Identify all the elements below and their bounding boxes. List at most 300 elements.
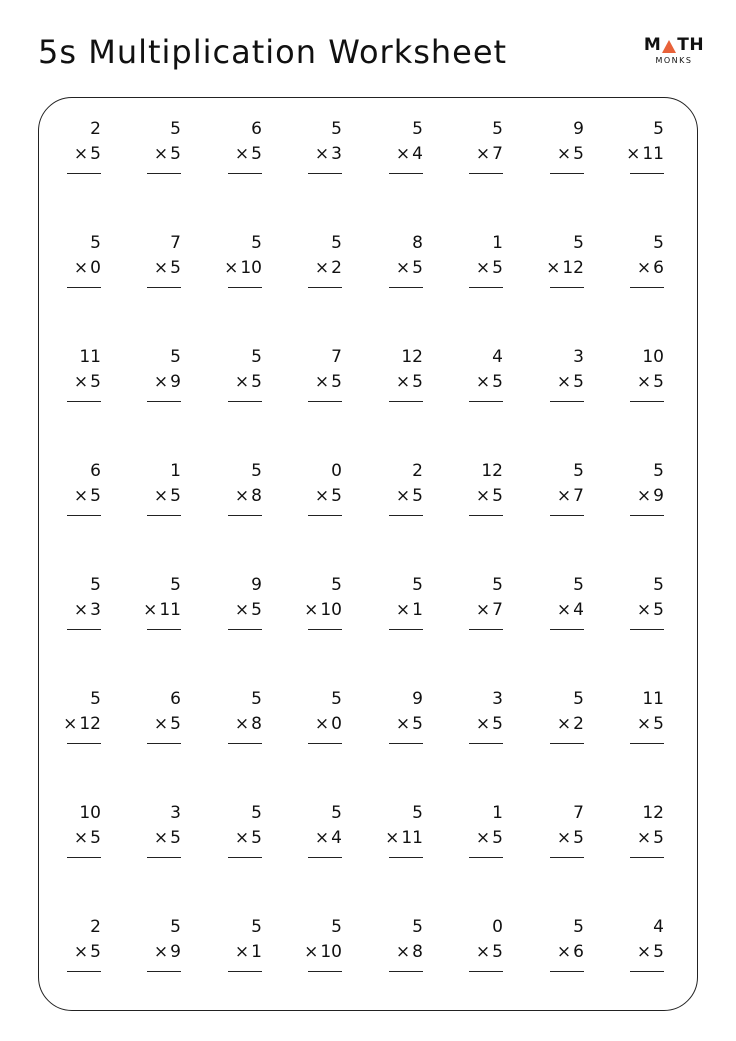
- multiplicand: 5: [251, 917, 262, 937]
- multiplier: 5: [492, 942, 503, 962]
- answer-line: [389, 515, 423, 516]
- multiplier: 5: [492, 372, 503, 392]
- multiplier-line: [304, 598, 342, 622]
- multiplier-line: [476, 826, 503, 850]
- problem: [121, 801, 181, 861]
- times-symbol: ×: [395, 372, 411, 392]
- problem: [202, 687, 262, 747]
- multiplicand: 6: [251, 119, 262, 139]
- problem: [363, 345, 423, 405]
- multiplier: 0: [90, 258, 101, 278]
- times-symbol: ×: [636, 258, 652, 278]
- multiplicand: 5: [492, 119, 503, 139]
- times-symbol: ×: [475, 714, 491, 734]
- multiplier-line: [143, 598, 181, 622]
- answer-line: [550, 743, 584, 744]
- answer-line: [389, 857, 423, 858]
- multiplicand: 12: [481, 461, 503, 481]
- multiplier-line: [235, 712, 262, 736]
- multiplier-line: [557, 142, 584, 166]
- multiplicand: 5: [170, 575, 181, 595]
- times-symbol: ×: [153, 258, 169, 278]
- problem: [41, 687, 101, 747]
- answer-line: [67, 629, 101, 630]
- times-symbol: ×: [304, 600, 319, 620]
- logo-text-left: M: [643, 35, 662, 55]
- multiplier: 5: [412, 714, 423, 734]
- problem: [443, 459, 503, 519]
- times-symbol: ×: [73, 828, 89, 848]
- answer-line: [228, 971, 262, 972]
- multiplicand: 5: [653, 575, 664, 595]
- answer-line: [469, 173, 503, 174]
- multiplicand: 12: [401, 347, 423, 367]
- multiplier: 3: [90, 600, 101, 620]
- multiplier-line: [557, 598, 584, 622]
- multiplier: 8: [412, 942, 423, 962]
- times-symbol: ×: [636, 600, 652, 620]
- problem: [202, 801, 262, 861]
- problem: [202, 573, 262, 633]
- multiplicand: 5: [331, 689, 342, 709]
- multiplier-line: [235, 826, 262, 850]
- multiplier: 11: [642, 144, 664, 164]
- multiplier-line: [304, 940, 342, 964]
- answer-line: [550, 173, 584, 174]
- problem: [363, 117, 423, 177]
- times-symbol: ×: [63, 714, 78, 734]
- times-symbol: ×: [153, 942, 169, 962]
- times-symbol: ×: [234, 486, 250, 506]
- multiplier-line: [63, 712, 101, 736]
- multiplier: 5: [331, 486, 342, 506]
- multiplicand: 5: [251, 461, 262, 481]
- problem: [282, 231, 342, 291]
- problem: [121, 459, 181, 519]
- times-symbol: ×: [73, 600, 89, 620]
- times-symbol: ×: [395, 942, 411, 962]
- multiplier: 5: [331, 372, 342, 392]
- times-symbol: ×: [636, 372, 652, 392]
- answer-line: [630, 173, 664, 174]
- problem: [363, 459, 423, 519]
- multiplicand: 2: [90, 119, 101, 139]
- times-symbol: ×: [395, 144, 411, 164]
- answer-line: [67, 857, 101, 858]
- multiplier-line: [476, 712, 503, 736]
- multiplicand: 5: [573, 917, 584, 937]
- times-symbol: ×: [143, 600, 158, 620]
- multiplier-line: [74, 940, 101, 964]
- times-symbol: ×: [314, 828, 330, 848]
- problem: [41, 231, 101, 291]
- problem: [363, 801, 423, 861]
- page-title: 5s Multiplication Worksheet: [38, 33, 508, 71]
- multiplicand: 5: [90, 233, 101, 253]
- multiplier-line: [476, 940, 503, 964]
- answer-line: [630, 629, 664, 630]
- multiplier-line: [385, 826, 423, 850]
- multiplier-line: [476, 598, 503, 622]
- multiplicand: 5: [251, 689, 262, 709]
- multiplier: 5: [573, 144, 584, 164]
- multiplier: 5: [251, 372, 262, 392]
- multiplicand: 10: [642, 347, 664, 367]
- answer-line: [228, 743, 262, 744]
- multiplier-line: [74, 598, 101, 622]
- multiplier: 7: [573, 486, 584, 506]
- problem: [41, 915, 101, 975]
- multiplier: 5: [412, 486, 423, 506]
- answer-line: [550, 401, 584, 402]
- problem: [282, 801, 342, 861]
- problem: [363, 573, 423, 633]
- multiplicand: 0: [331, 461, 342, 481]
- times-symbol: ×: [304, 942, 319, 962]
- multiplier: 10: [240, 258, 262, 278]
- times-symbol: ×: [556, 714, 572, 734]
- multiplier-line: [637, 484, 664, 508]
- problem: [282, 459, 342, 519]
- problem: [604, 915, 664, 975]
- multiplier: 9: [170, 942, 181, 962]
- multiplier: 5: [492, 828, 503, 848]
- problem: [282, 573, 342, 633]
- multiplier: 3: [331, 144, 342, 164]
- answer-line: [147, 743, 181, 744]
- problem: [524, 231, 584, 291]
- multiplier: 10: [320, 942, 342, 962]
- times-symbol: ×: [475, 258, 491, 278]
- answer-line: [228, 629, 262, 630]
- multiplier-line: [235, 142, 262, 166]
- multiplier: 5: [251, 600, 262, 620]
- multiplicand: 5: [170, 119, 181, 139]
- multiplier: 5: [90, 828, 101, 848]
- multiplicand: 5: [653, 233, 664, 253]
- multiplicand: 5: [251, 233, 262, 253]
- multiplier-line: [396, 256, 423, 280]
- multiplier-line: [626, 142, 664, 166]
- answer-line: [147, 629, 181, 630]
- multiplier: 6: [573, 942, 584, 962]
- problem: [282, 345, 342, 405]
- multiplier-line: [396, 370, 423, 394]
- multiplier-line: [396, 712, 423, 736]
- problem: [121, 687, 181, 747]
- multiplier-line: [637, 940, 664, 964]
- multiplier-line: [557, 712, 584, 736]
- multiplier-line: [74, 484, 101, 508]
- times-symbol: ×: [475, 828, 491, 848]
- times-symbol: ×: [73, 144, 89, 164]
- problem: [121, 231, 181, 291]
- problem: [524, 345, 584, 405]
- multiplier-line: [315, 256, 342, 280]
- times-symbol: ×: [395, 714, 411, 734]
- times-symbol: ×: [153, 144, 169, 164]
- multiplier-line: [476, 256, 503, 280]
- multiplier: 5: [412, 258, 423, 278]
- times-symbol: ×: [556, 942, 572, 962]
- answer-line: [228, 287, 262, 288]
- times-symbol: ×: [385, 828, 400, 848]
- times-symbol: ×: [556, 828, 572, 848]
- multiplier-line: [557, 826, 584, 850]
- problem: [524, 117, 584, 177]
- answer-line: [389, 743, 423, 744]
- multiplicand: 5: [331, 119, 342, 139]
- multiplier: 12: [562, 258, 584, 278]
- multiplicand: 2: [412, 461, 423, 481]
- answer-line: [147, 401, 181, 402]
- answer-line: [389, 287, 423, 288]
- multiplicand: 0: [492, 917, 503, 937]
- times-symbol: ×: [395, 600, 411, 620]
- answer-line: [228, 401, 262, 402]
- problem: [604, 801, 664, 861]
- multiplier-line: [235, 940, 262, 964]
- answer-line: [550, 857, 584, 858]
- answer-line: [469, 515, 503, 516]
- answer-line: [389, 629, 423, 630]
- multiplier: 5: [170, 486, 181, 506]
- multiplier: 0: [331, 714, 342, 734]
- times-symbol: ×: [314, 714, 330, 734]
- multiplier-line: [637, 256, 664, 280]
- multiplier: 5: [170, 714, 181, 734]
- multiplicand: 11: [642, 689, 664, 709]
- multiplicand: 11: [79, 347, 101, 367]
- multiplier-line: [476, 142, 503, 166]
- multiplicand: 12: [642, 803, 664, 823]
- answer-line: [67, 515, 101, 516]
- multiplier-line: [396, 598, 423, 622]
- times-symbol: ×: [73, 258, 89, 278]
- multiplier: 2: [573, 714, 584, 734]
- problem: [443, 117, 503, 177]
- multiplicand: 5: [573, 461, 584, 481]
- times-symbol: ×: [475, 600, 491, 620]
- multiplier: 1: [251, 942, 262, 962]
- answer-line: [228, 173, 262, 174]
- multiplicand: 5: [331, 233, 342, 253]
- problem: [443, 687, 503, 747]
- times-symbol: ×: [556, 486, 572, 506]
- multiplicand: 2: [90, 917, 101, 937]
- multiplier: 5: [653, 714, 664, 734]
- multiplier-line: [557, 370, 584, 394]
- problem: [121, 345, 181, 405]
- multiplier-line: [637, 598, 664, 622]
- answer-line: [550, 515, 584, 516]
- times-symbol: ×: [73, 942, 89, 962]
- multiplier: 5: [573, 372, 584, 392]
- multiplier: 5: [412, 372, 423, 392]
- multiplier-line: [154, 484, 181, 508]
- multiplier: 7: [492, 600, 503, 620]
- multiplicand: 5: [412, 803, 423, 823]
- times-symbol: ×: [475, 942, 491, 962]
- multiplier: 5: [90, 942, 101, 962]
- multiplier-line: [224, 256, 262, 280]
- answer-line: [630, 743, 664, 744]
- multiplier-line: [154, 256, 181, 280]
- answer-line: [630, 287, 664, 288]
- problem: [202, 459, 262, 519]
- multiplier: 7: [492, 144, 503, 164]
- times-symbol: ×: [636, 486, 652, 506]
- multiplicand: 5: [412, 917, 423, 937]
- times-symbol: ×: [475, 372, 491, 392]
- multiplier: 11: [401, 828, 423, 848]
- answer-line: [67, 173, 101, 174]
- times-symbol: ×: [73, 372, 89, 392]
- answer-line: [469, 629, 503, 630]
- answer-line: [308, 629, 342, 630]
- multiplicand: 5: [653, 119, 664, 139]
- times-symbol: ×: [314, 144, 330, 164]
- times-symbol: ×: [234, 942, 250, 962]
- multiplicand: 5: [653, 461, 664, 481]
- times-symbol: ×: [314, 486, 330, 506]
- multiplicand: 5: [331, 803, 342, 823]
- multiplicand: 4: [653, 917, 664, 937]
- answer-line: [308, 515, 342, 516]
- problem: [41, 801, 101, 861]
- multiplier-line: [154, 712, 181, 736]
- answer-line: [630, 401, 664, 402]
- problem: [524, 687, 584, 747]
- answer-line: [389, 971, 423, 972]
- multiplier-line: [235, 598, 262, 622]
- multiplier: 5: [90, 144, 101, 164]
- times-symbol: ×: [234, 144, 250, 164]
- times-symbol: ×: [395, 486, 411, 506]
- answer-line: [550, 287, 584, 288]
- multiplicand: 5: [573, 233, 584, 253]
- answer-line: [389, 173, 423, 174]
- multiplier: 9: [170, 372, 181, 392]
- answer-line: [308, 173, 342, 174]
- multiplier-line: [235, 484, 262, 508]
- multiplier-line: [546, 256, 584, 280]
- multiplier: 5: [251, 828, 262, 848]
- multiplier: 1: [412, 600, 423, 620]
- answer-line: [469, 743, 503, 744]
- multiplier: 5: [653, 828, 664, 848]
- times-symbol: ×: [546, 258, 561, 278]
- answer-line: [469, 971, 503, 972]
- answer-line: [147, 173, 181, 174]
- multiplier: 4: [412, 144, 423, 164]
- answer-line: [308, 401, 342, 402]
- multiplier-line: [557, 940, 584, 964]
- multiplier-line: [154, 826, 181, 850]
- answer-line: [389, 401, 423, 402]
- multiplier: 5: [90, 486, 101, 506]
- problem: [524, 459, 584, 519]
- multiplier: 5: [573, 828, 584, 848]
- answer-line: [67, 971, 101, 972]
- multiplicand: 9: [573, 119, 584, 139]
- multiplicand: 8: [412, 233, 423, 253]
- multiplicand: 5: [331, 575, 342, 595]
- times-symbol: ×: [153, 372, 169, 392]
- multiplicand: 5: [251, 803, 262, 823]
- times-symbol: ×: [73, 486, 89, 506]
- problem: [41, 345, 101, 405]
- multiplier: 5: [492, 258, 503, 278]
- multiplicand: 5: [90, 689, 101, 709]
- problem: [443, 801, 503, 861]
- multiplier-line: [476, 484, 503, 508]
- multiplier-line: [637, 370, 664, 394]
- logo-text-right: TH: [677, 35, 705, 55]
- problem: [282, 117, 342, 177]
- multiplier-line: [154, 370, 181, 394]
- answer-line: [308, 857, 342, 858]
- multiplier-line: [476, 370, 503, 394]
- multiplier-line: [315, 712, 342, 736]
- multiplicand: 5: [90, 575, 101, 595]
- times-symbol: ×: [475, 486, 491, 506]
- problem: [363, 231, 423, 291]
- times-symbol: ×: [224, 258, 239, 278]
- multiplier: 2: [331, 258, 342, 278]
- times-symbol: ×: [556, 372, 572, 392]
- multiplicand: 5: [412, 575, 423, 595]
- multiplier-line: [74, 256, 101, 280]
- answer-line: [308, 743, 342, 744]
- answer-line: [630, 857, 664, 858]
- times-symbol: ×: [153, 486, 169, 506]
- multiplier-line: [396, 940, 423, 964]
- problem: [202, 915, 262, 975]
- multiplier-line: [315, 484, 342, 508]
- multiplier: 4: [331, 828, 342, 848]
- answer-line: [469, 287, 503, 288]
- times-symbol: ×: [314, 372, 330, 392]
- multiplier-line: [315, 370, 342, 394]
- multiplicand: 1: [492, 233, 503, 253]
- times-symbol: ×: [556, 600, 572, 620]
- answer-line: [469, 401, 503, 402]
- times-symbol: ×: [626, 144, 641, 164]
- problem: [443, 231, 503, 291]
- answer-line: [67, 743, 101, 744]
- answer-line: [308, 287, 342, 288]
- problem: [363, 915, 423, 975]
- answer-line: [550, 629, 584, 630]
- multiplicand: 7: [573, 803, 584, 823]
- multiplicand: 10: [79, 803, 101, 823]
- multiplier-line: [637, 826, 664, 850]
- times-symbol: ×: [234, 600, 250, 620]
- multiplier: 5: [170, 828, 181, 848]
- answer-line: [147, 287, 181, 288]
- multiplier: 10: [320, 600, 342, 620]
- multiplier: 5: [653, 942, 664, 962]
- times-symbol: ×: [314, 258, 330, 278]
- problem: [443, 345, 503, 405]
- answer-line: [228, 515, 262, 516]
- multiplier: 12: [79, 714, 101, 734]
- multiplier-line: [315, 142, 342, 166]
- times-symbol: ×: [475, 144, 491, 164]
- multiplicand: 1: [170, 461, 181, 481]
- times-symbol: ×: [636, 828, 652, 848]
